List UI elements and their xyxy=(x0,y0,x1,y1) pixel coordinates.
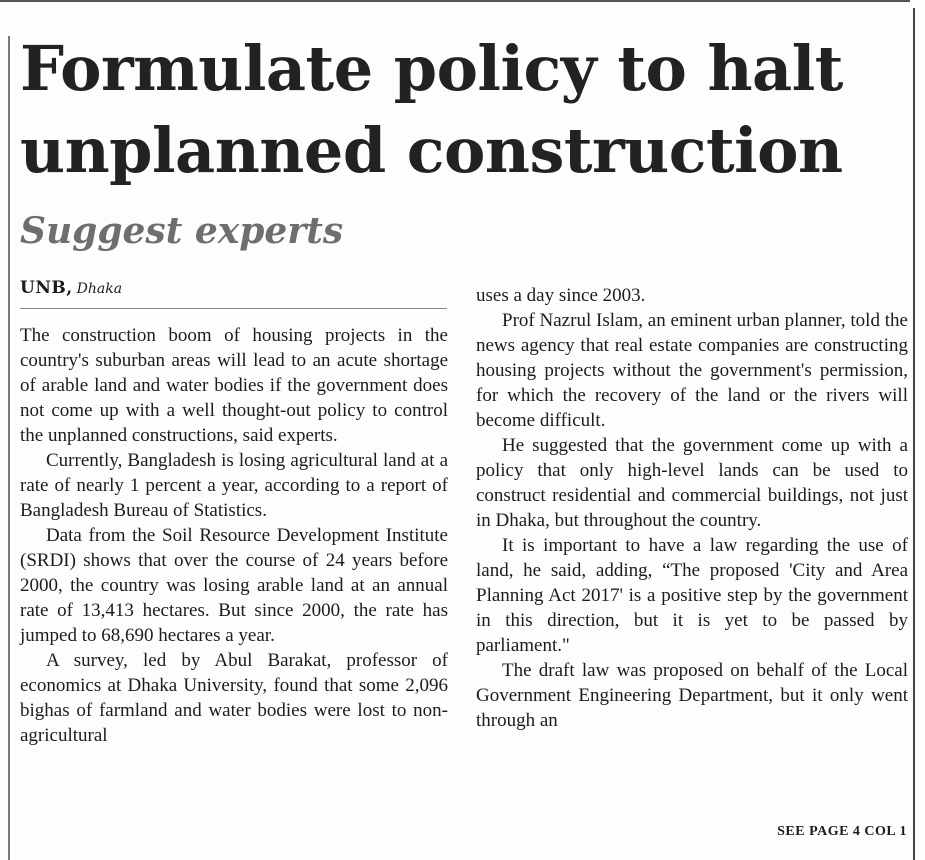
subheadline: Suggest experts xyxy=(20,210,344,252)
paragraph: He suggested that the government come up with a policy that only high-level lands can be used to construct residential and commercial buildings, not just in Dhaka, but throughout the country. xyxy=(476,435,908,531)
continuation-jump-link[interactable]: SEE PAGE 4 COL 1 xyxy=(777,824,907,839)
paragraph: Prof Nazrul Islam, an eminent urban planner, told the news agency that real estate companies are constructing housing projects without the government's permission, for which the recovery of the land or the rivers will become difficult. xyxy=(476,310,908,431)
headline: Formulate policy to halt unplanned construction xyxy=(20,32,843,187)
top-rule xyxy=(0,0,910,2)
paragraph-continuation: uses a day since 2003. xyxy=(476,285,646,306)
paragraph: Data from the Soil Resource Development Institute (SRDI) shows that over the course of 24 years before 2000, the country was losing arable land at an annual rate of 13,413 hectares. But since 2000, the rate has jumped to 68,690 hectares a year. xyxy=(20,525,448,646)
byline-place: Dhaka xyxy=(76,281,123,297)
paragraph: The construction boom of housing projects in the country's suburban areas will lead to an acute shortage of arable land and water bodies if the government does not come up with a well thought-out policy to control the unplanned constructions, said experts. xyxy=(20,325,448,446)
paragraph: The draft law was proposed on behalf of the Local Government Engineering Department, but it only went through an xyxy=(476,660,908,731)
article-column-2 xyxy=(476,283,908,733)
byline-rule xyxy=(20,308,447,309)
article-column-1 xyxy=(20,323,448,748)
paragraph: It is important to have a law regarding the use of land, he said, adding, “The proposed 'City and Area Planning Act 2017' is a positive step by the government in this direction, but it is yet to be passed by parliament." xyxy=(476,535,908,656)
left-column-rule xyxy=(8,36,10,860)
paragraph: Currently, Bangladesh is losing agricultural land at a rate of nearly 1 percent a year, according to a report of Bangladesh Bureau of Statistics. xyxy=(20,450,448,521)
paragraph: A survey, led by Abul Barakat, professor of economics at Dhaka University, found that some 2,096 bighas of farmland and water bodies were lost to non-agricultural xyxy=(20,650,448,746)
byline-agency: UNB, xyxy=(20,278,73,298)
byline xyxy=(20,278,122,298)
